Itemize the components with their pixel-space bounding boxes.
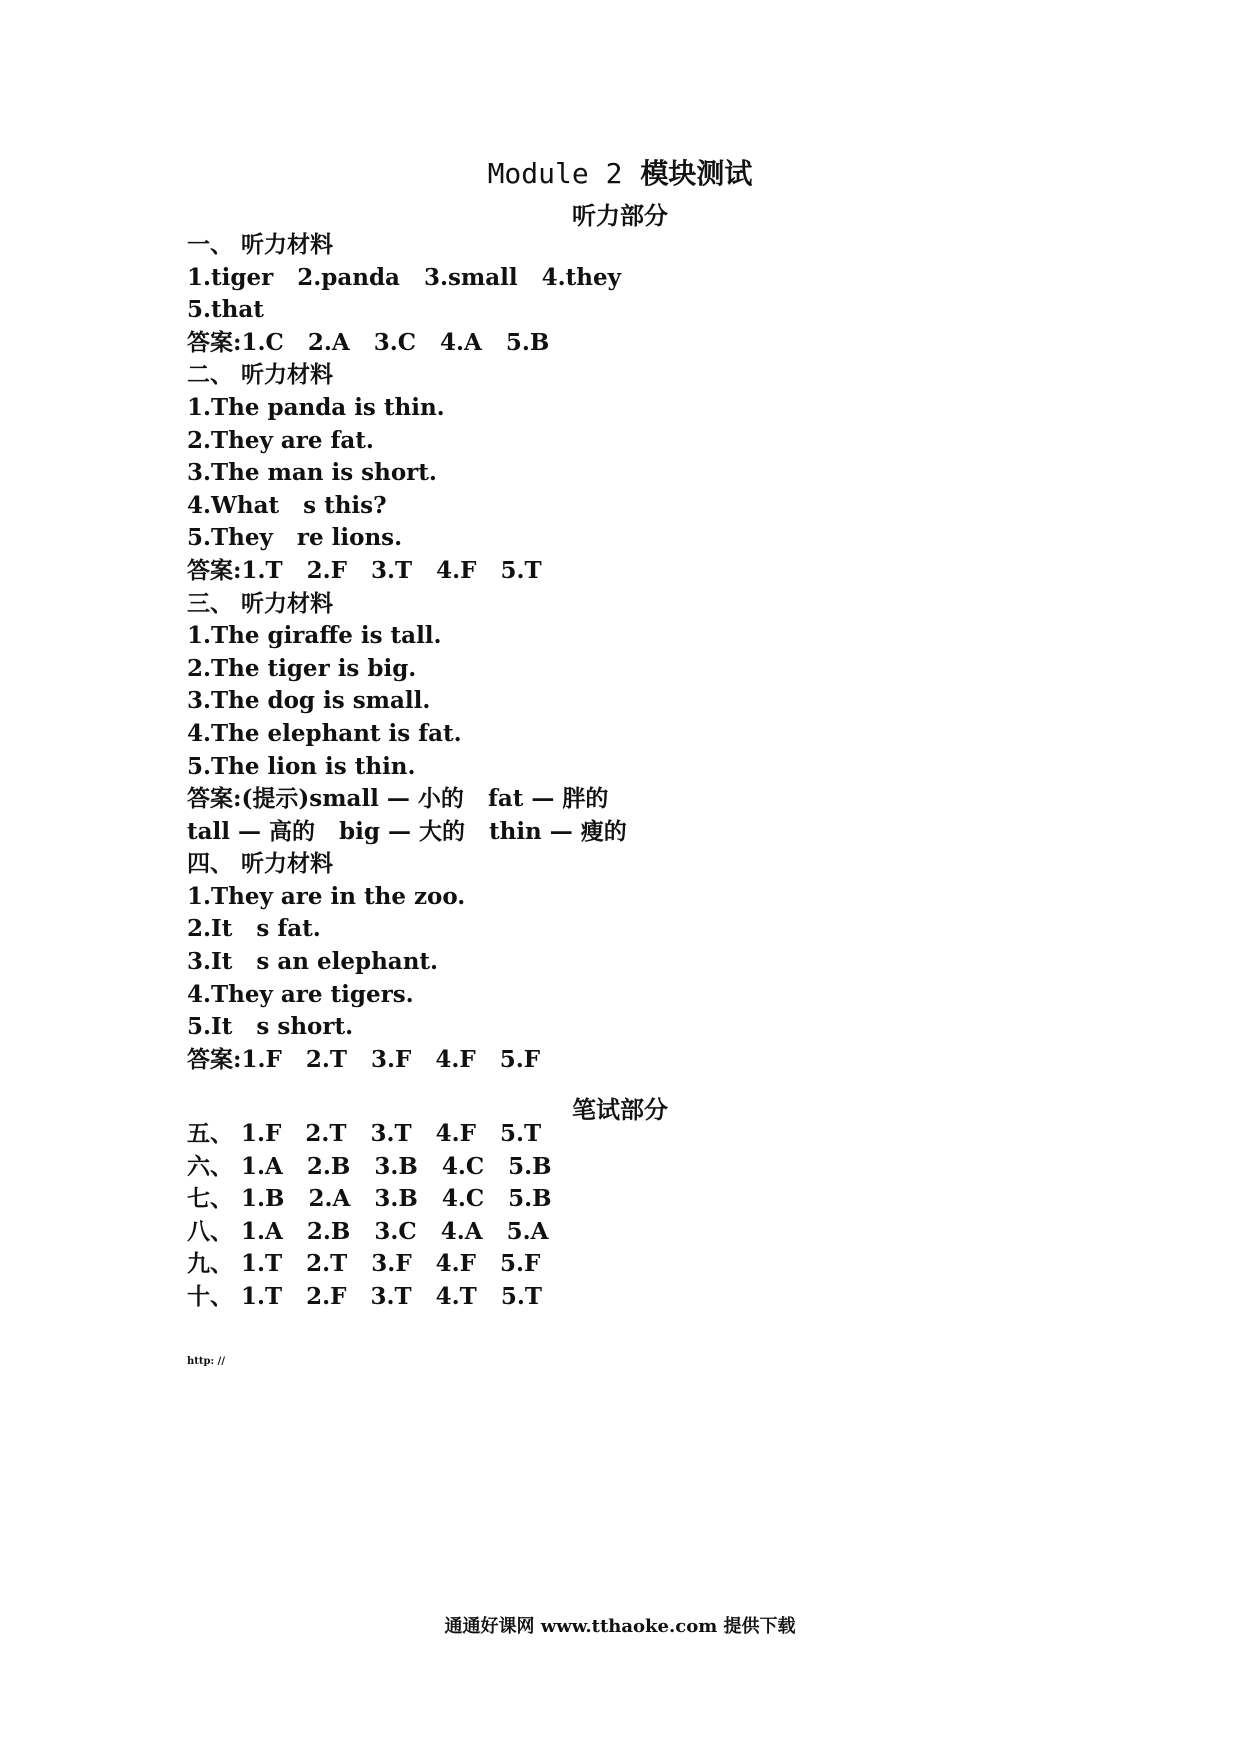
listening-answers (187, 229, 1087, 1076)
listening-line: 二、 听力材料 (187, 361, 334, 389)
listening-line: 3.The man is short. (187, 459, 437, 487)
listening-line: 1.tiger 2.panda 3.small 4.they (187, 263, 622, 291)
written-answer-line: 六、 1.A 2.B 3.B 4.C 5.B (187, 1152, 552, 1180)
listening-line: 1.The panda is thin. (187, 393, 445, 421)
listening-line: 1.They are in the zoo. (187, 882, 466, 910)
listening-line: 5.It s short. (187, 1013, 354, 1041)
listening-line: 4.They are tigers. (187, 980, 414, 1008)
test-name: 模块测试 (640, 157, 753, 190)
listening-line: 4.What s this? (187, 491, 387, 519)
listening-line: 5.that (187, 296, 264, 324)
written-section-heading: 笔试部分 (572, 1096, 668, 1124)
listening-line: 1.The giraffe is tall. (187, 622, 442, 650)
small-url-text: http: // (187, 1356, 225, 1367)
listening-line: 2.They are fat. (187, 426, 374, 454)
listening-line: 3.It s an elephant. (187, 948, 439, 976)
written-answer-line: 七、 1.B 2.A 3.B 4.C 5.B (187, 1185, 552, 1213)
listening-line: 答案:1.C 2.A 3.C 4.A 5.B (187, 328, 550, 356)
listening-line: 一、 听力材料 (187, 231, 334, 258)
listening-line: 三、 听力材料 (187, 589, 334, 617)
written-answer-line: 八、 1.A 2.B 3.C 4.A 5.A (187, 1217, 549, 1245)
listening-line: 3.The dog is small. (187, 687, 431, 715)
listening-line: tall — 高的 big — 大的 thin — 瘦的 (187, 817, 627, 845)
written-answer-line: 九、 1.T 2.T 3.F 4.F 5.F (187, 1250, 541, 1278)
listening-line: 四、 听力材料 (187, 850, 334, 878)
listening-line: 5.They re lions. (187, 524, 403, 552)
listening-line: 答案:(提示)small — 小的 fat — 胖的 (187, 785, 609, 813)
listening-line: 答案:1.F 2.T 3.F 4.F 5.F (187, 1045, 541, 1073)
listening-line: 5.The lion is thin. (187, 752, 416, 780)
listening-section-heading: 听力部分 (572, 202, 668, 230)
listening-line: 答案:1.T 2.F 3.T 4.F 5.T (187, 556, 542, 584)
module-label: Module 2 (487, 157, 623, 190)
listening-line: 2.It s fat. (187, 915, 321, 943)
written-answers (187, 1118, 1087, 1314)
listening-line: 4.The elephant is fat. (187, 719, 462, 747)
listening-line: 2.The tiger is big. (187, 654, 417, 682)
page-title (0, 156, 1240, 192)
written-answer-line: 五、 1.F 2.T 3.T 4.F 5.T (187, 1120, 542, 1147)
written-answer-line: 十、 1.T 2.F 3.T 4.T 5.T (187, 1282, 542, 1310)
footer-download-note: 通通好课网 www.tthaoke.com 提供下载 (444, 1616, 796, 1637)
